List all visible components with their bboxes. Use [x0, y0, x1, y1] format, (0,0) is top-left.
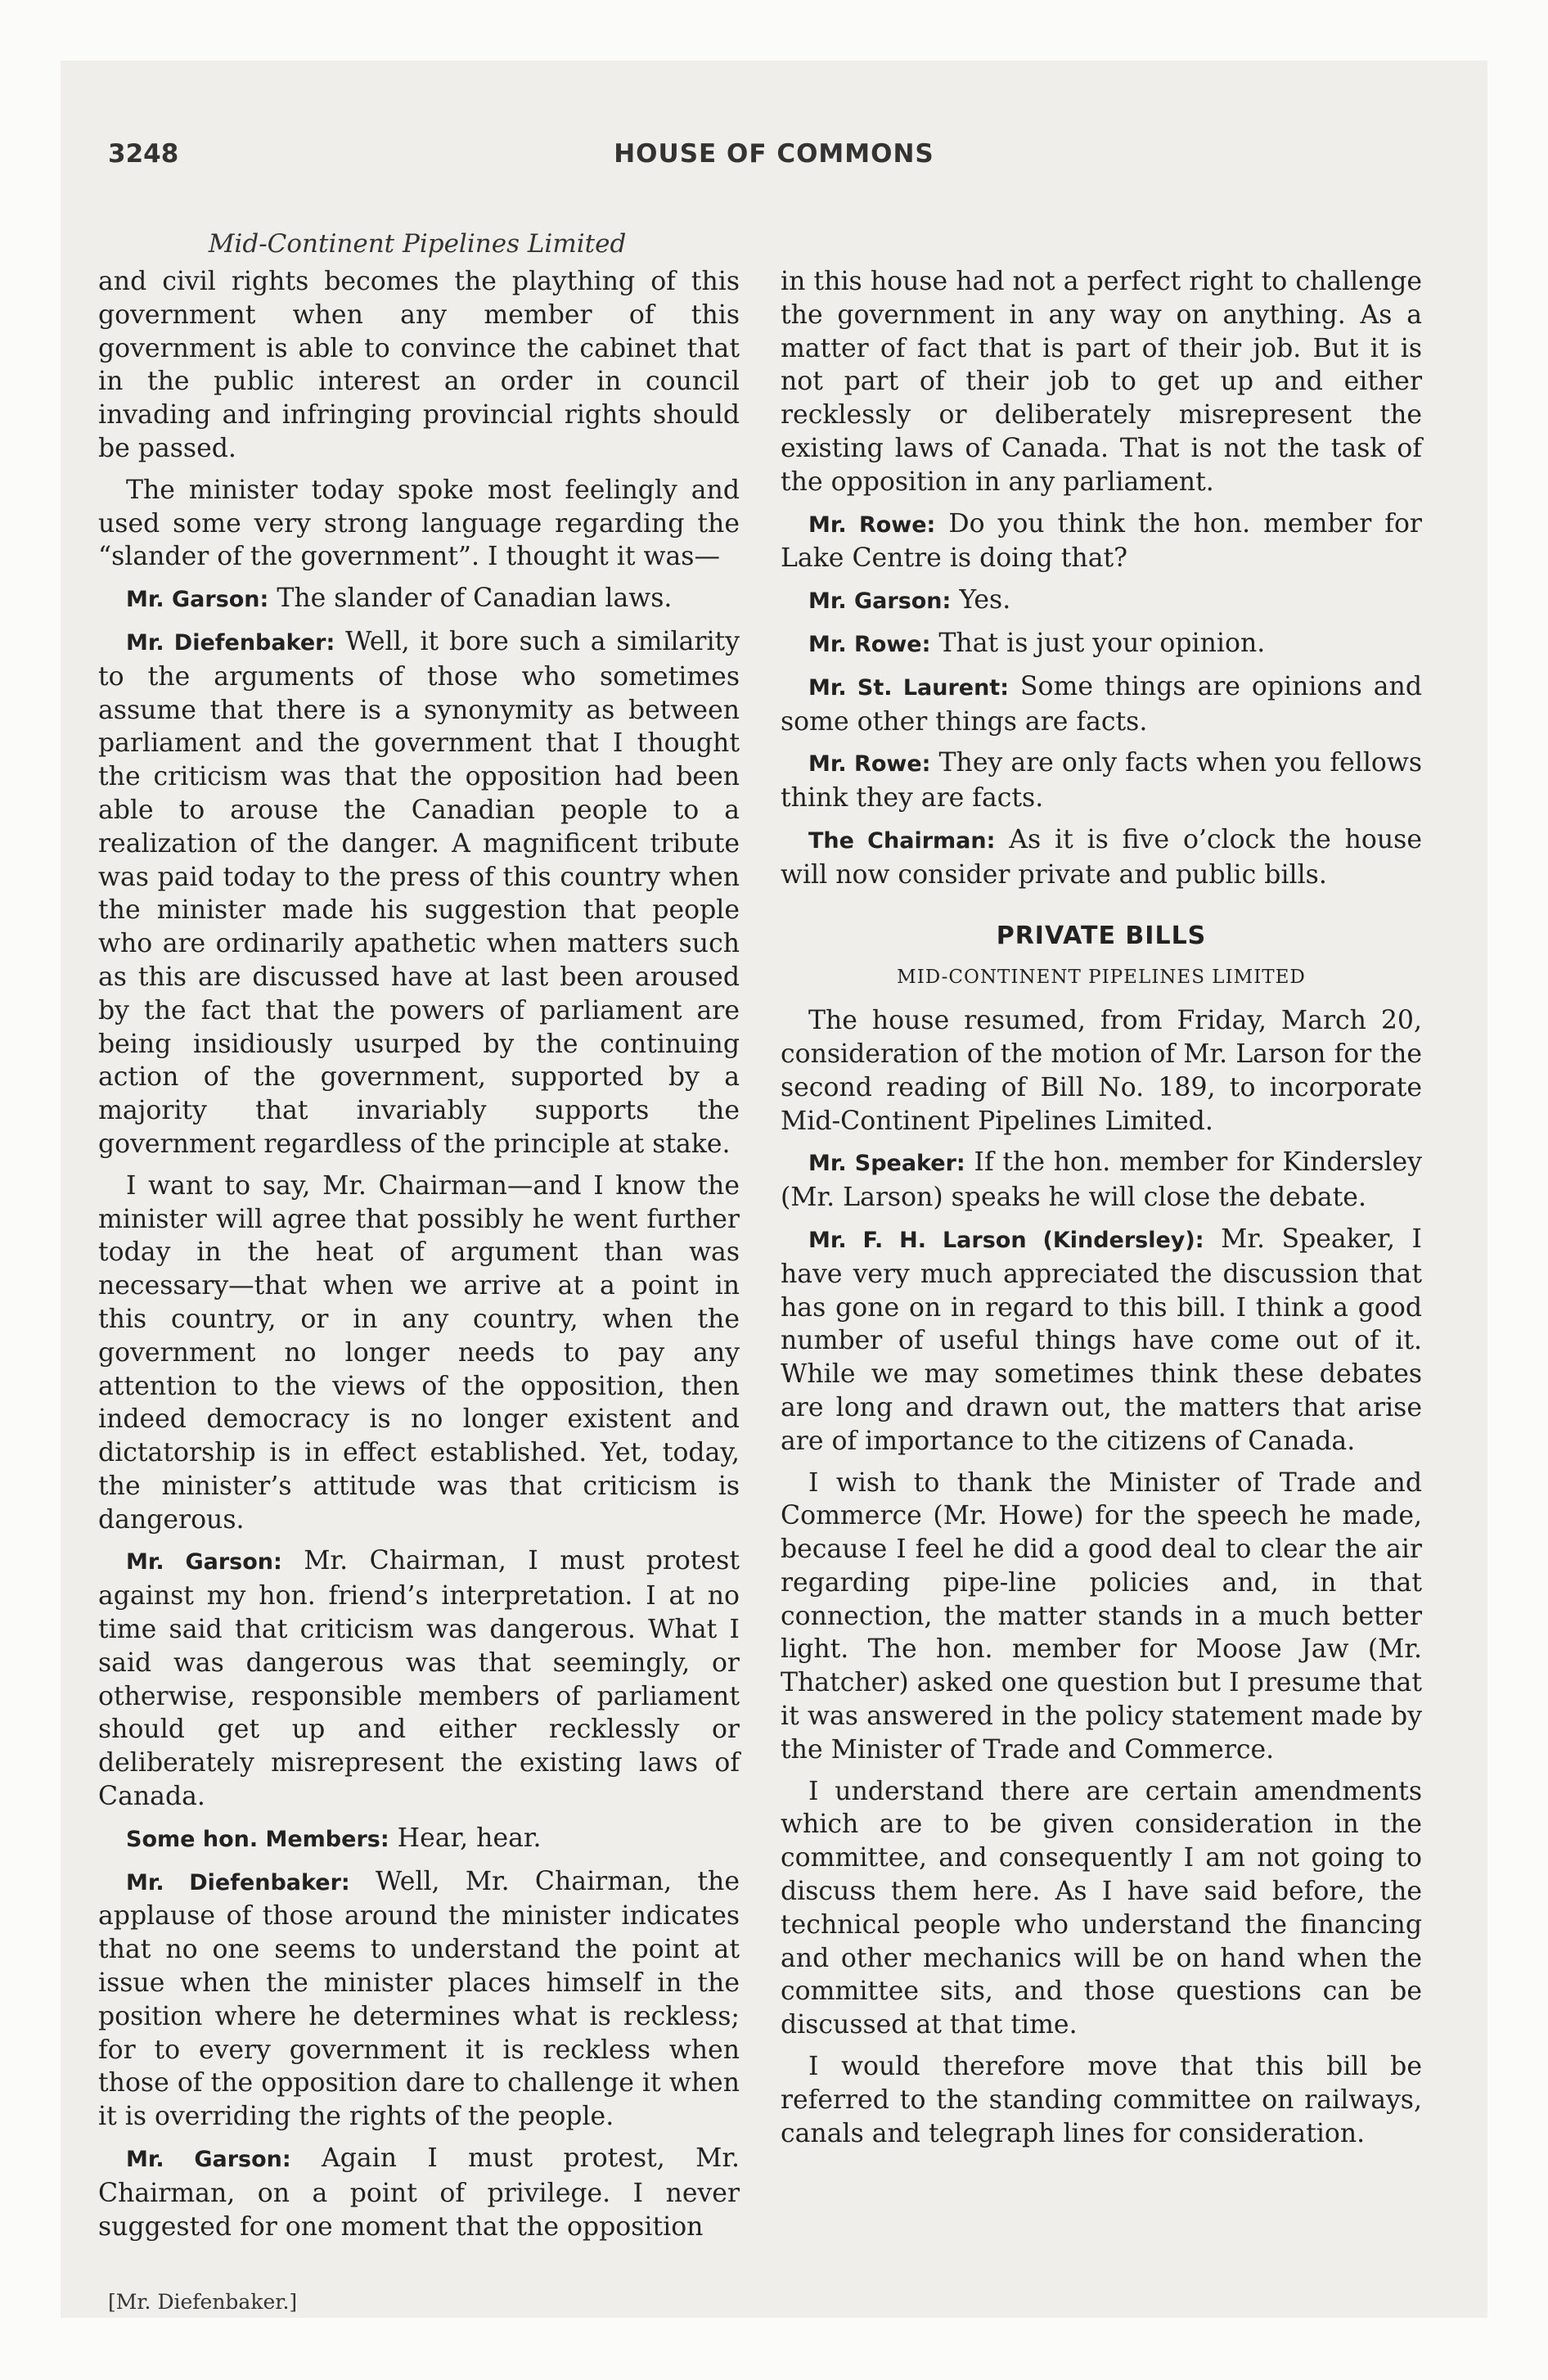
speech-text: As it is five o’clock the house will now consider private and public bills. — [781, 824, 1422, 890]
paragraph: I wish to thank the Minister of Trade and Commerce (Mr. Howe) for the speech he made, because I feel he did a good deal to clear the air regarding pipe-line policies and, in that connection, the matter stands in a much better light. The hon. member for Moose Jaw (Mr. Thatcher) asked one question but I presume that it was answered in the policy statement made by the Minister of Trade and Commerce. — [781, 1467, 1422, 1765]
speaker-name: Mr. Diefenbaker: — [126, 629, 335, 656]
speech — [781, 627, 1422, 662]
speech — [98, 1544, 740, 1813]
speech-text: The slander of Canadian laws. — [268, 584, 673, 614]
right-column — [781, 265, 1422, 2158]
speech — [98, 1865, 740, 2134]
page — [61, 61, 1487, 2318]
speech — [98, 1822, 740, 1857]
paragraph: I want to say, Mr. Chairman—and I know the minister will agree that possibly he went further today in the heat of argument than was necessary—that when we arrive at a point in this country, or in any country, when the government no longer needs to pay any attention to the views of the opposition, then indeed democracy is no longer existent and dictatorship is in effect established. Yet, today, the minister’s attitude was that criticism is dangerous. — [98, 1170, 740, 1535]
speaker-name: Mr. F. H. Larson (Kindersley): — [808, 1227, 1204, 1253]
speech — [781, 823, 1422, 892]
paragraph: I would therefore move that this bill be referred to the standing committee on railways, canals and telegraph lines for consideration. — [781, 2052, 1422, 2148]
speech-text: Some things are opinions and some other things are facts. — [781, 671, 1422, 737]
speaker-name: Mr. Rowe: — [808, 751, 931, 778]
speech-text: That is just your opinion. — [930, 628, 1266, 658]
page-number: 3248 — [108, 139, 179, 169]
paragraph: I understand there are certain amendments which are to be given consideration in the committee, and consequently I am not going to discuss them here. As I have said before, the technical people who understand the financing and other mechanics will be on hand when the committee sits, and those questions can be discussed at that time. — [781, 1776, 1422, 2040]
speaker-name: Mr. Garson: — [126, 1549, 282, 1575]
speaker-name: Mr. Garson: — [808, 588, 952, 615]
speech-text: Again I must protest, Mr. Chairman, on a point of privilege. I never suggested for one moment that the opposition — [98, 2143, 740, 2242]
speech-text: They are only facts when you fellows think they are facts. — [781, 748, 1422, 814]
speaker-name: The Chairman: — [808, 827, 996, 854]
speech-text: Do you think the hon. member for Lake Centre is doing that? — [781, 508, 1422, 574]
speech-text: Mr. Chairman, I must protest against my hon. friend’s interpretation. I at no time said that criticism was dangerous. What I said was dangerous was that seemingly, or otherwise, responsible members of parliament should get up and either recklessly or deliberately misrepresent the existing laws of Canada. — [98, 1546, 740, 1812]
paragraph: The minister today spoke most feelingly and used some very strong language regarding the “slander of the government”. I thought it was— — [98, 475, 740, 572]
speaker-name: Mr. Garson: — [126, 2147, 291, 2173]
section-heading: PRIVATE BILLS — [996, 921, 1207, 950]
speaker-name: Mr. Rowe: — [808, 512, 936, 538]
speech — [98, 625, 740, 1161]
running-header — [61, 139, 1487, 188]
speaker-name: Mr. Rowe: — [808, 631, 931, 657]
speaker-name: Mr. Diefenbaker: — [126, 1869, 350, 1895]
speaker-name: Mr. St. Laurent: — [808, 674, 1010, 701]
speaker-name: Mr. Garson: — [126, 587, 269, 613]
left-column — [98, 265, 740, 2252]
speaker-name: Mr. Speaker: — [808, 1151, 965, 1177]
speech — [781, 1223, 1422, 1458]
paragraph: The house resumed, from Friday, March 20, consideration of the motion of Mr. Larson for the second reading of Bill No. 189, to incorporate Mid-Continent Pipelines Limited. — [781, 1006, 1422, 1136]
paragraph: in this house had not a perfect right to challenge the government in any way on anything. As a matter of fact that is part of their job. But it is not part of their job to get up and either recklessly or deliberately misrepresent the existing laws of Canada. That is not the task of the opposition in any parliament. — [781, 267, 1422, 497]
speech-text: Hear, hear. — [389, 1823, 542, 1853]
speech — [781, 746, 1422, 815]
speech — [781, 670, 1422, 739]
speaker-name: Some hon. Members: — [126, 1826, 389, 1852]
paragraph: and civil rights becomes the plaything of this government when any member of this government is able to convince the cabinet that in the public interest an order in council invading and infringing provincial rights should be passed. — [98, 267, 740, 463]
speech-text: Well, it bore such a similarity to the arguments of those who sometimes assume that there is a synonymity as between parliament and the government that I thought the criticism was that the opposition had been able to arouse the Canadian people to a realization of the danger. A magnificent tribute was paid today to the press of this country when the minister made his suggestion that people who are ordinarily apathetic when matters such as this are discussed have at last been aroused by the fact that the powers of parliament are being insidiously usurped by the continuing action of the government, supported by a majority that invariably supports the government regardless of the principle at stake. — [98, 626, 740, 1159]
running-subject: Mid-Continent Pipelines Limited — [208, 229, 627, 259]
page-title: HOUSE OF COMMONS — [614, 139, 934, 169]
footer-speaker-note: [Mr. Diefenbaker.] — [108, 2290, 298, 2314]
speech — [98, 2142, 740, 2243]
speech — [98, 582, 740, 617]
speech-text: Yes. — [951, 585, 1011, 615]
speech — [781, 1146, 1422, 1215]
speech-text: Mr. Speaker, I have very much appreciated the discussion that has gone on in regard to this bill. I think a good number of useful things have come out of it. While we may sometimes think these debates are long and drawn out, the matters that arise are of importance to the citizens of Canada. — [781, 1224, 1422, 1456]
speech — [781, 507, 1422, 576]
speech-text: Well, Mr. Chairman, the applause of those around the minister indicates that no one seems to understand the point at issue when the minister places himself in the position where he determines what is reckless; for to every government it is reckless when those of the opposition dare to challenge it when it is overriding the rights of the people. — [98, 1866, 740, 2132]
speech — [781, 584, 1422, 619]
speech-text: If the hon. member for Kindersley (Mr. Larson) speaks he will close the debate. — [781, 1147, 1422, 1213]
bill-heading: MID-CONTINENT PIPELINES LIMITED — [897, 967, 1306, 989]
